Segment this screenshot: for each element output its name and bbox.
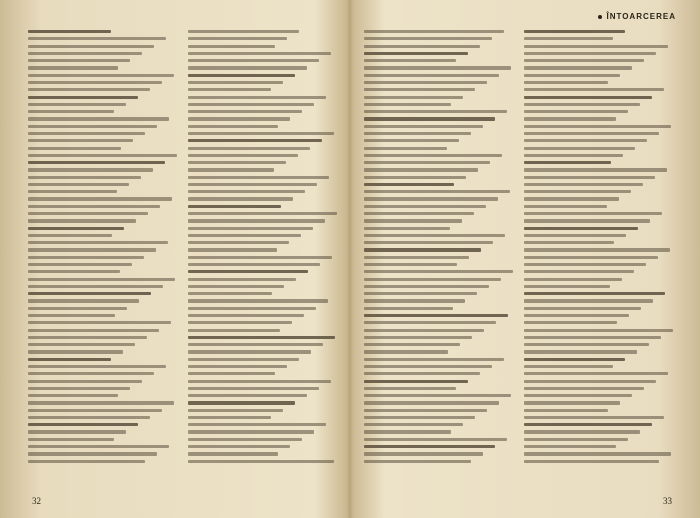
text-line [364, 299, 465, 302]
text-line [524, 372, 668, 375]
text-line [28, 66, 118, 69]
text-line [188, 219, 325, 222]
text-line [364, 416, 475, 419]
text-line [28, 248, 156, 251]
text-line [28, 321, 171, 324]
text-line [188, 430, 314, 433]
text-line [364, 74, 499, 77]
text-line [524, 154, 623, 157]
text-line [364, 96, 463, 99]
text-line [188, 212, 337, 215]
text-line [524, 88, 664, 91]
text-line [524, 219, 650, 222]
text-line [364, 329, 484, 332]
text-line [188, 365, 287, 368]
text-line [364, 372, 480, 375]
text-line [524, 314, 629, 317]
text-line [188, 66, 307, 69]
text-line [28, 365, 166, 368]
text-line [524, 380, 656, 383]
text-line [524, 96, 652, 99]
text-line [364, 227, 450, 230]
text-line [28, 103, 126, 106]
text-line [28, 401, 174, 404]
text-line [188, 372, 275, 375]
text-line [524, 336, 661, 339]
text-line [364, 445, 495, 448]
text-line [364, 256, 469, 259]
text-line [524, 423, 652, 426]
text-line [188, 387, 319, 390]
text-line [28, 343, 135, 346]
text-line [28, 205, 160, 208]
text-column-left-2 [188, 30, 338, 470]
text-line [188, 227, 313, 230]
text-line [188, 452, 278, 455]
text-line [364, 132, 471, 135]
text-line [364, 183, 454, 186]
text-line [28, 409, 162, 412]
text-line [28, 96, 138, 99]
text-line [188, 394, 307, 397]
text-line [28, 299, 139, 302]
text-line [364, 321, 496, 324]
text-line [364, 423, 463, 426]
text-line [188, 409, 283, 412]
text-line [364, 117, 495, 120]
text-line [364, 52, 468, 55]
text-line [524, 307, 641, 310]
text-line [188, 37, 287, 40]
text-line [28, 227, 124, 230]
text-line [188, 197, 293, 200]
text-line [524, 103, 640, 106]
text-line [364, 139, 459, 142]
text-line [188, 132, 334, 135]
text-line [364, 350, 448, 353]
text-line [524, 74, 620, 77]
text-line [188, 161, 286, 164]
text-line [524, 248, 670, 251]
text-line [524, 350, 637, 353]
text-column-right-1 [364, 30, 514, 470]
text-line [188, 256, 332, 259]
text-line [28, 81, 162, 84]
text-line [364, 336, 472, 339]
text-line [188, 183, 317, 186]
text-line [28, 452, 157, 455]
text-line [364, 292, 477, 295]
text-line [524, 358, 625, 361]
text-line [188, 139, 322, 142]
text-line [364, 125, 483, 128]
text-line [28, 183, 129, 186]
text-line [524, 241, 614, 244]
text-line [188, 343, 323, 346]
text-line [28, 423, 138, 426]
text-line [188, 299, 328, 302]
text-line [364, 66, 511, 69]
text-line [524, 343, 649, 346]
text-line [188, 307, 316, 310]
running-head [598, 12, 676, 21]
text-line [188, 45, 275, 48]
text-line [364, 307, 453, 310]
text-line [28, 139, 133, 142]
text-line [188, 190, 305, 193]
text-line [28, 372, 154, 375]
text-line [364, 88, 475, 91]
text-line [28, 37, 166, 40]
bullet-icon [598, 15, 602, 19]
text-line [28, 350, 123, 353]
text-line [364, 270, 513, 273]
text-line [364, 197, 498, 200]
text-line [524, 401, 620, 404]
text-line [188, 248, 277, 251]
text-line [364, 278, 501, 281]
text-line [188, 117, 290, 120]
text-line [364, 161, 490, 164]
text-line [188, 147, 310, 150]
text-line [524, 227, 638, 230]
text-line [524, 278, 622, 281]
text-line [28, 59, 130, 62]
text-line [28, 285, 163, 288]
text-line [188, 30, 299, 33]
text-line [28, 416, 150, 419]
text-line [364, 205, 486, 208]
text-line [364, 380, 468, 383]
text-line [524, 205, 607, 208]
text-line [364, 103, 451, 106]
text-line [188, 321, 292, 324]
text-line [524, 190, 631, 193]
text-line [364, 263, 457, 266]
text-line [364, 387, 456, 390]
text-line [188, 380, 331, 383]
text-line [188, 74, 295, 77]
text-line [524, 81, 608, 84]
text-line [188, 234, 301, 237]
text-line [188, 103, 314, 106]
text-line [524, 263, 646, 266]
text-line [188, 423, 326, 426]
text-line [364, 460, 471, 463]
text-line [28, 52, 142, 55]
text-line [524, 299, 653, 302]
text-line [28, 241, 168, 244]
text-line [28, 110, 114, 113]
text-line [364, 409, 487, 412]
text-line [188, 285, 284, 288]
text-line [28, 234, 112, 237]
text-line [364, 176, 466, 179]
text-line [364, 212, 474, 215]
text-line [28, 219, 136, 222]
text-line [188, 350, 311, 353]
text-line [188, 314, 304, 317]
text-line [364, 45, 480, 48]
text-line [524, 438, 628, 441]
text-line [364, 241, 493, 244]
text-line [524, 176, 655, 179]
text-line [524, 197, 619, 200]
text-line [28, 168, 153, 171]
text-line [28, 212, 148, 215]
text-line [524, 212, 662, 215]
text-line [28, 292, 151, 295]
text-line [188, 110, 302, 113]
page-right [350, 0, 700, 518]
text-line [188, 205, 281, 208]
text-line [364, 314, 508, 317]
text-line [28, 394, 118, 397]
text-line [28, 380, 142, 383]
text-line [28, 358, 111, 361]
text-line [524, 52, 656, 55]
text-line [188, 270, 308, 273]
text-line [364, 59, 456, 62]
text-line [524, 285, 610, 288]
text-line [524, 329, 673, 332]
text-line [188, 241, 289, 244]
text-line [28, 314, 115, 317]
text-line [524, 234, 626, 237]
text-column-right-2 [524, 30, 674, 470]
text-line [28, 263, 132, 266]
text-line [364, 168, 478, 171]
text-line [28, 74, 174, 77]
text-line [524, 139, 647, 142]
text-line [524, 292, 665, 295]
text-line [524, 452, 671, 455]
text-line [188, 96, 326, 99]
text-line [524, 132, 659, 135]
text-line [28, 161, 165, 164]
text-line [524, 168, 667, 171]
text-line [524, 110, 628, 113]
text-line [364, 430, 451, 433]
text-line [524, 37, 613, 40]
text-line [524, 270, 634, 273]
text-line [28, 438, 114, 441]
text-line [524, 394, 632, 397]
text-line [364, 248, 481, 251]
text-line [364, 154, 502, 157]
text-line [28, 270, 120, 273]
text-line [364, 81, 487, 84]
text-line [188, 88, 271, 91]
text-line [364, 190, 510, 193]
text-line [188, 401, 295, 404]
text-line [364, 219, 462, 222]
text-line [364, 438, 507, 441]
text-line [364, 110, 507, 113]
text-line [524, 161, 611, 164]
text-line [524, 321, 617, 324]
text-line [188, 154, 298, 157]
text-line [28, 460, 145, 463]
text-line [524, 445, 616, 448]
text-line [524, 30, 625, 33]
text-line [188, 168, 274, 171]
text-line [364, 37, 492, 40]
text-line [28, 125, 157, 128]
text-line [188, 59, 319, 62]
text-line [364, 285, 489, 288]
text-line [524, 460, 659, 463]
text-line [28, 256, 144, 259]
text-line [364, 452, 483, 455]
text-line [364, 234, 505, 237]
text-line [188, 125, 278, 128]
text-line [524, 183, 643, 186]
text-line [28, 45, 154, 48]
text-line [28, 307, 127, 310]
text-line [28, 190, 117, 193]
running-head-title: ÎNTOARCEREA [606, 12, 676, 21]
text-line [524, 430, 640, 433]
text-line [524, 117, 616, 120]
text-line [364, 394, 511, 397]
text-line [188, 81, 283, 84]
text-line [28, 197, 172, 200]
text-line [188, 263, 320, 266]
text-line [188, 358, 299, 361]
text-line [524, 59, 644, 62]
text-line [364, 365, 492, 368]
text-line [524, 66, 632, 69]
text-line [28, 147, 121, 150]
text-line [188, 176, 329, 179]
text-line [28, 176, 141, 179]
text-line [28, 132, 145, 135]
text-line [524, 147, 635, 150]
text-line [188, 278, 296, 281]
text-line [524, 45, 668, 48]
text-line [524, 387, 644, 390]
text-line [188, 416, 271, 419]
text-line [28, 445, 169, 448]
text-line [28, 117, 169, 120]
text-line [28, 30, 111, 33]
text-line [188, 438, 302, 441]
text-line [188, 336, 335, 339]
text-line [28, 336, 147, 339]
text-line [524, 256, 658, 259]
text-column-left-1 [28, 30, 178, 470]
text-line [28, 154, 177, 157]
text-line [364, 343, 460, 346]
text-line [364, 401, 499, 404]
text-line [188, 329, 280, 332]
page-number-left: 32 [32, 496, 41, 506]
text-line [364, 358, 504, 361]
text-line [188, 460, 334, 463]
text-line [28, 430, 126, 433]
text-line [28, 88, 150, 91]
text-line [524, 365, 613, 368]
text-line [28, 278, 175, 281]
text-line [188, 292, 272, 295]
text-line [364, 147, 447, 150]
page-number-right: 33 [663, 496, 672, 506]
text-line [188, 52, 331, 55]
text-line [28, 387, 130, 390]
text-line [28, 329, 159, 332]
text-line [524, 409, 608, 412]
text-line [524, 416, 664, 419]
text-line [524, 125, 671, 128]
text-line [188, 445, 290, 448]
text-line [364, 30, 504, 33]
